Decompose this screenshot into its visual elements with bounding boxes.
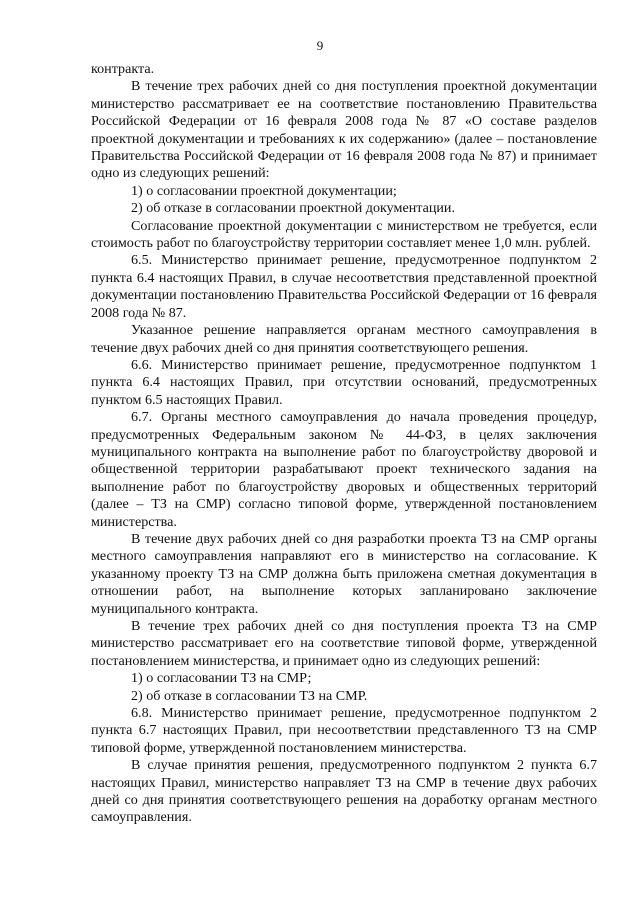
paragraph: В случае принятия решения, предусмотренного подпунктом 2 пункта 6.7 настоящих Правил, министерство направляет ТЗ на СМР в течение двух рабочих дней со дня принятия соответствующего решения на доработку органам местного самоуправления. [91, 757, 597, 826]
paragraph: Согласование проектной документации с министерством не требуется, если стоимость работ по благоустройству территории составляет менее 1,0 млн. рублей. [91, 217, 597, 252]
paragraph: В течение трех рабочих дней со дня поступления проекта ТЗ на СМР министерство рассматривает его на соответствие типовой форме, утвержденной постановлением министерства, и принимает одно из следующих решений: [91, 618, 597, 669]
paragraph: Указанное решение направляется органам местного самоуправления в течение двух рабочих дней со дня принятия соответствующего решения. [91, 322, 597, 356]
document-body [91, 61, 597, 827]
paragraph: 6.8. Министерство принимает решение, предусмотренное подпунктом 2 пункта 6.7 настоящих Правил, при несоответствии представленного ТЗ на СМР типовой форме, утвержденной постановлением министерства. [91, 705, 597, 756]
paragraph: 2) об отказе в согласовании проектной документации. [131, 200, 455, 217]
paragraph: 2) об отказе в согласовании ТЗ на СМР. [131, 687, 368, 704]
page-number: 9 [316, 38, 324, 53]
paragraph: контракта. [91, 61, 155, 77]
paragraph: 6.6. Министерство принимает решение, предусмотренное подпунктом 1 пункта 6.4 настоящих Правил, при отсутствии оснований, предусмотренных пунктом 6.5 настоящих Правил. [91, 356, 597, 408]
paragraph: 1) о согласовании ТЗ на СМР; [131, 670, 312, 687]
paragraph: 1) о согласовании проектной документации; [131, 182, 397, 199]
paragraph: В течение двух рабочих дней со дня разработки проекта ТЗ на СМР органы местного самоуправления направляют его в министерство на согласование. К указанному проекту ТЗ на СМР должна быть приложена сметная документация в отношении работ, на выполнение которых запланировано заключение муниципального контракта. [91, 530, 597, 617]
paragraph: 6.7. Органы местного самоуправления до начала проведения процедур, предусмотренных Федеральным законом № 44-ФЗ, в целях заключения муниципального контракта на выполнение работ по благоустройству дворовой и общественной территории разрабатывают проект технического задания на выполнение работ по благоустройству дворовых и общественных территорий (далее – ТЗ на СМР) согласно типовой форме, утвержденной постановлением министерства. [91, 409, 597, 530]
paragraph: В течение трех рабочих дней со дня поступления проектной документации министерство рассматривает ее на соответствие постановлению Правительства Российской Федерации от 16 февраля 2008 года № 87 «О составе разделов проектной документации и требованиях к их содержанию» (далее – постановление Правительства Российской Федерации от 16 февраля 2008 года № 87) и принимает одно из следующих решений: [91, 78, 597, 182]
paragraph: 6.5. Министерство принимает решение, предусмотренное подпунктом 2 пункта 6.4 настоящих Правил, в случае несоответствия представленной проектной документации постановлению Правительства Российской Федерации от 16 февраля 2008 года № 87. [91, 252, 597, 321]
